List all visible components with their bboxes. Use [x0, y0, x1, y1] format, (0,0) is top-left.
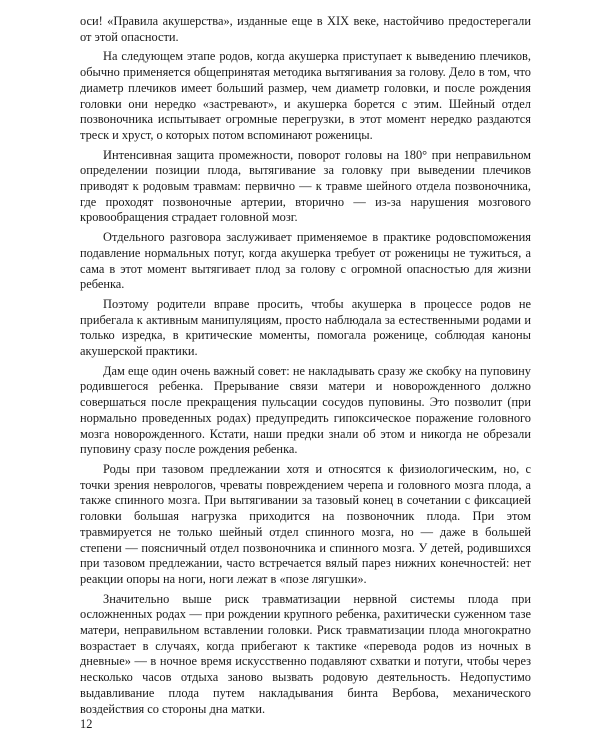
paragraph: оси! «Правила акушерства», изданные еще в XIX веке, настойчиво предостерегали от этой опасности. [80, 14, 531, 44]
paragraph: Поэтому родители вправе просить, чтобы акушерка в процессе родов не прибегала к активным манипуляциям, просто наблюдала за естественными родами и только изредка, в критические моменты, помогала роженице, соблюдая каноны акушерской практики. [80, 296, 531, 359]
body-text [80, 14, 531, 721]
paragraph: Значительно выше риск травматизации нервной системы плода при осложненных родах — при рождении крупного ребенка, рахитически суженном тазе матери, неправильном вставлении головки. Риск травматизации плода многократно возрастает в случаях, когда прибегают к тактике «перевода родов из ночных в дневные» — в ночное время искусственно подавляют схватки и потуги, чтобы через несколько часов отдыха заново вызвать родовую деятельность. Недопустимо выдавливание плода путем накладывания бинта Вербова, механического воздействия со стороны дна матки. [80, 591, 531, 716]
paragraph: Отдельного разговора заслуживает применяемое в практике родовспоможения подавление нормальных потуг, когда акушерка требует от роженицы не тужиться, а сама в этот момент вытягивает плод за голову с огромной опасностью для жизни ребенка. [80, 230, 531, 292]
paragraph: Дам еще один очень важный совет: не накладывать сразу же скобку на пуповину родившегося ребенка. Прерывание связи матери и новорожденного должно совершаться после прекращения пульсации сосудов пуповины. Это позволит (при нормально проведенных родах) предупредить гипоксическое поражение головного мозга новорожденного. Кстати, наши предки знали об этом и никогда не обрезали пуповину сразу после рождения ребенка. [80, 363, 531, 457]
paragraph: Интенсивная защита промежности, поворот головы на 180° при неправильном определении позиции плода, вытягивание за головку при выведении плечиков приводят к родовым травмам: первично — к травме шейного отдела позвоночника, где проходят позвоночные артерии, вторично — из-за нарушения мозгового кровообращения страдает головной мозг. [80, 147, 531, 225]
page-number: 12 [80, 717, 93, 731]
paragraph: На следующем этапе родов, когда акушерка приступает к выведению плечиков, обычно применяется общепринятая методика вытягивания за голову. Дело в том, что диаметр плечиков имеет больший размер, чем диаметр головки, и после рождения головки они нередко «застревают», и акушерка борется с этим. Шейный отдел позвоночника испытывает огромные перегрузки, в этот момент нередко раздаются треск и хруст, о которых потом вспоминают роженицы. [80, 49, 531, 142]
paragraph: Роды при тазовом предлежании хотя и относятся к физиологическим, но, с точки зрения неврологов, чреваты повреждением черепа и головного мозга плода, а также спинного мозга. При вытягивании за тазовый конец в сочетании с фиксацией головки большая нагрузка приходится на позвоночник плода. При этом травмируется не только шейный отдел спинного мозга, но — даже в большей степени — поясничный отдел позвоночника и спинного мозга. У детей, родившихся при тазовом предлежании, часто встречается вялый парез нижних конечностей: нет реакции опоры на ноги, ноги лежат в «позе лягушки». [80, 461, 531, 586]
